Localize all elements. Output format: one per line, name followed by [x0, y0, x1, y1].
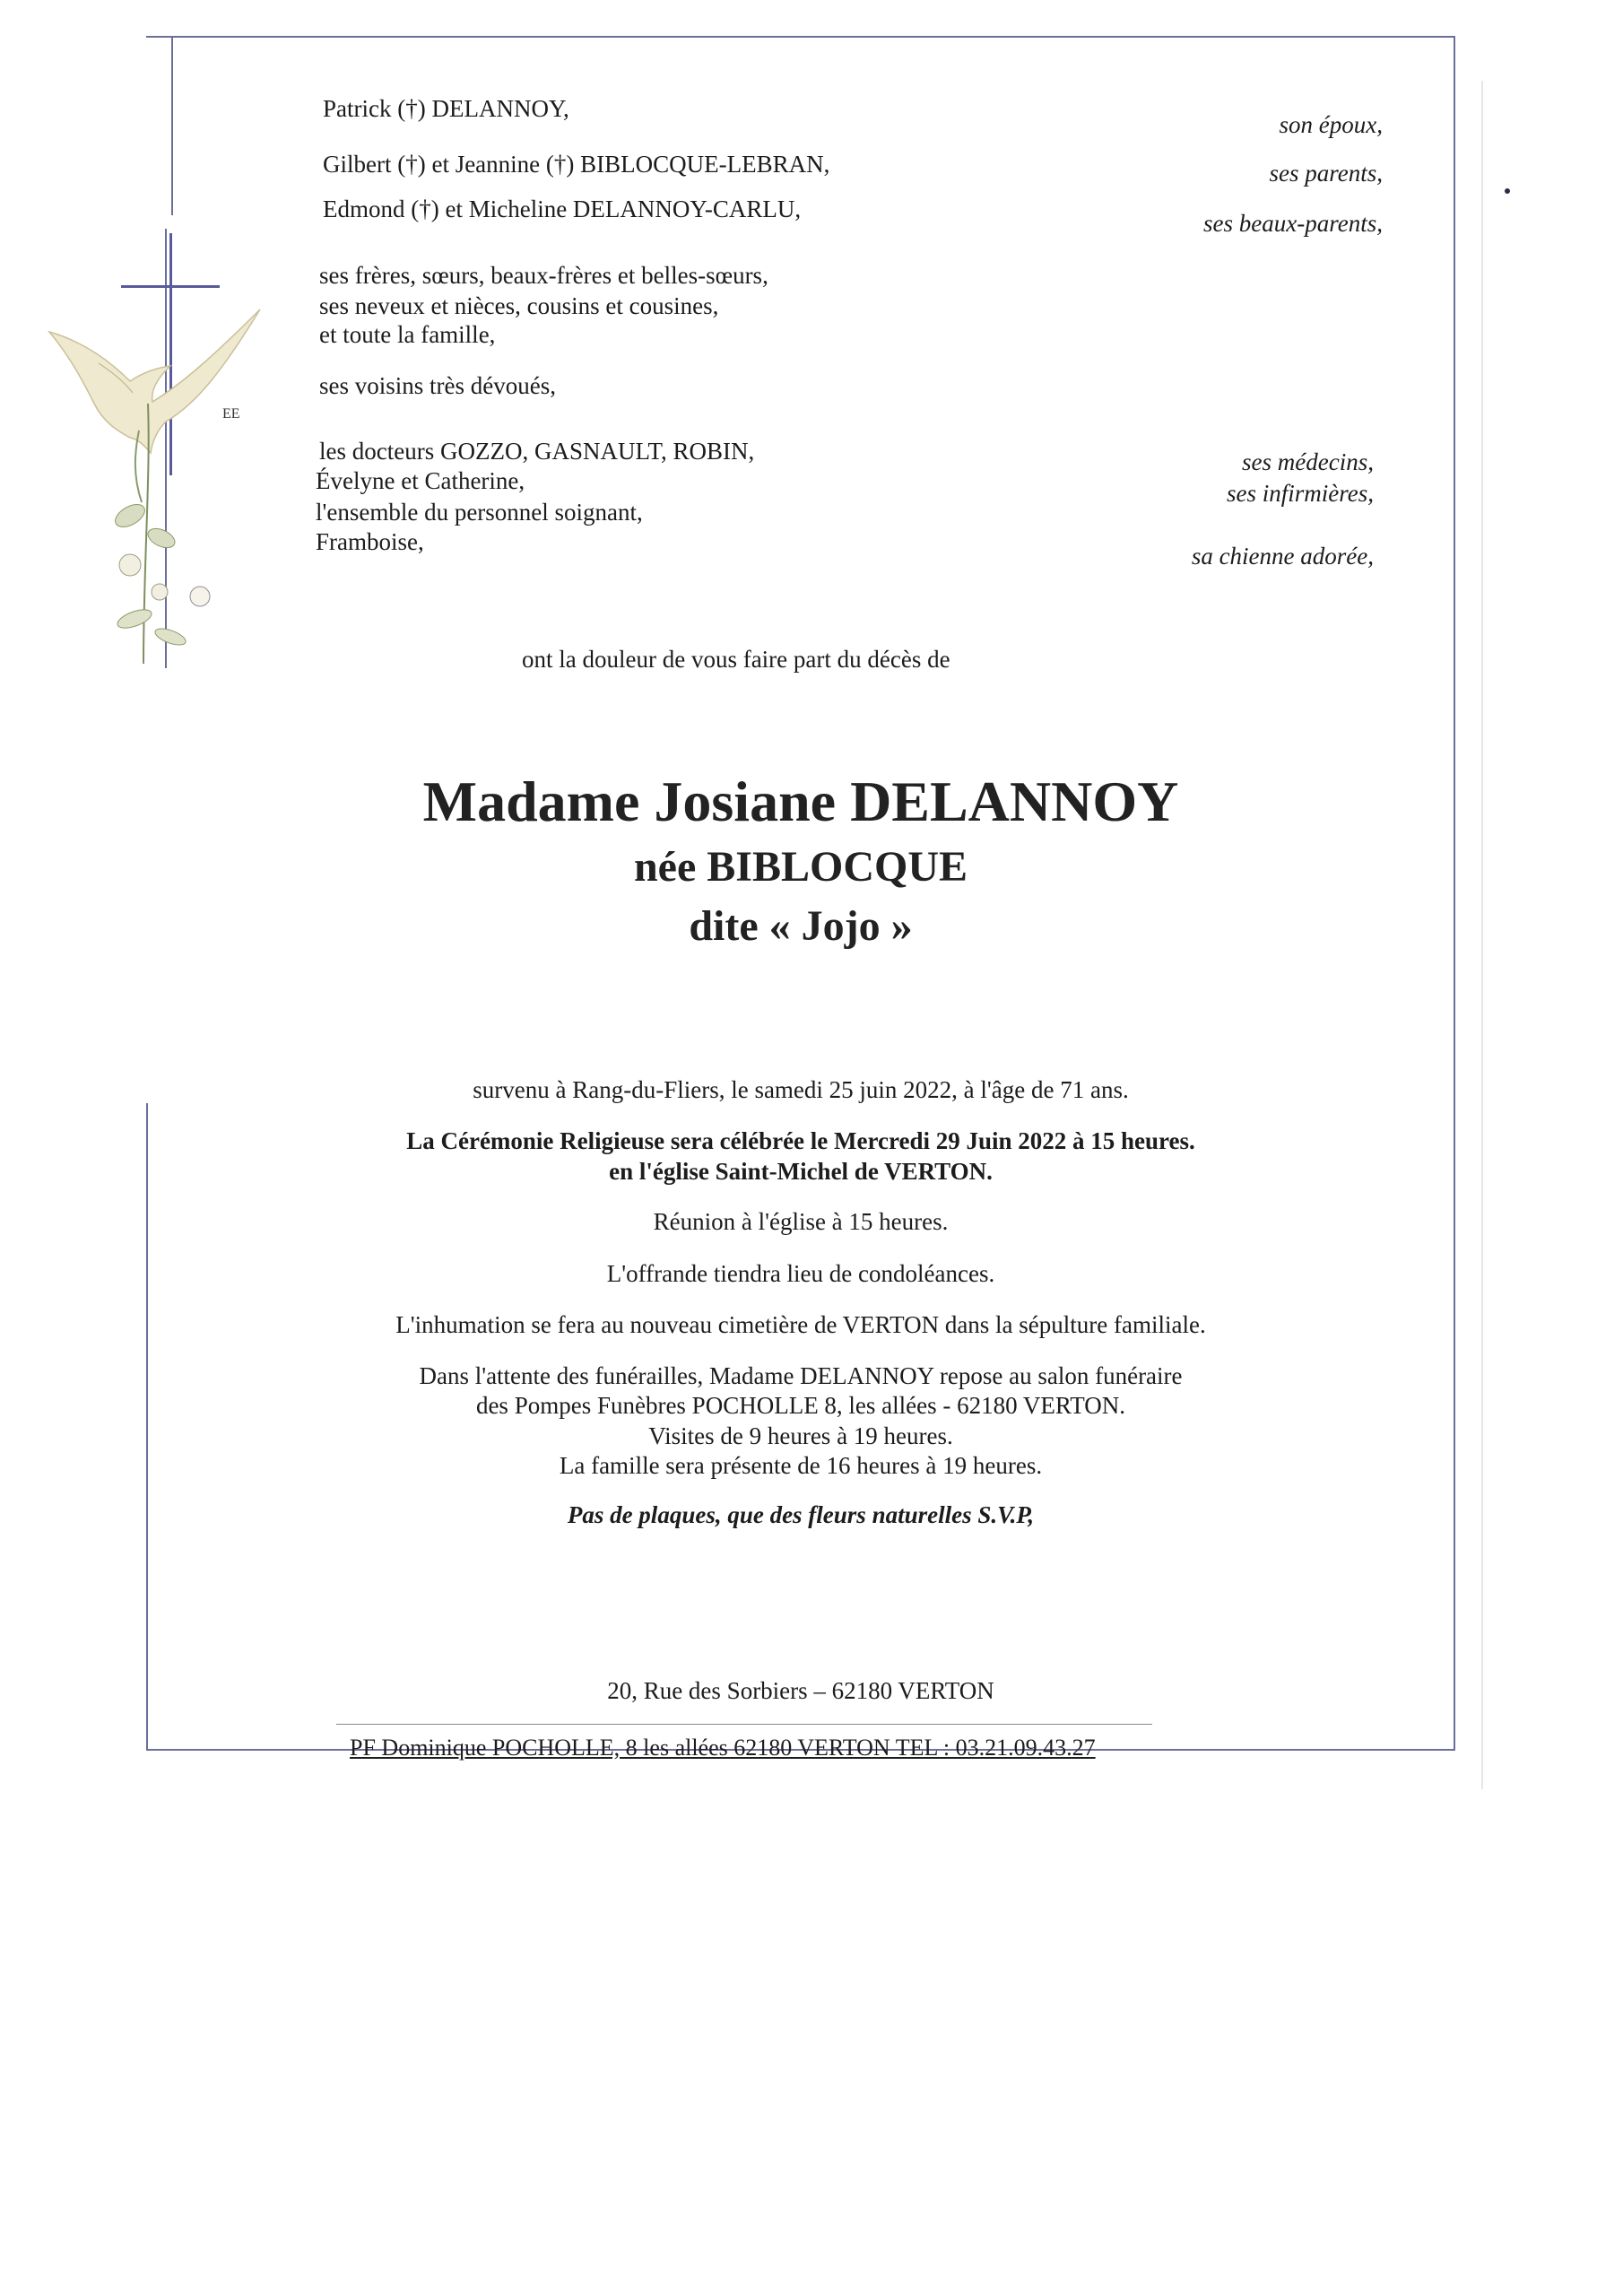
family-address: 20, Rue des Sorbiers – 62180 VERTON: [607, 1677, 994, 1704]
funeral-home-footer: PF Dominique POCHOLLE, 8 les allées 62180 VERTON TEL : 03.21.09.43.27: [350, 1735, 1096, 1761]
relation-doctors: ses médecins,: [1242, 448, 1374, 475]
relation-parents: ses parents,: [1269, 160, 1383, 187]
family-all: et toute la famille,: [319, 321, 496, 348]
family-dog: Framboise,: [316, 528, 424, 555]
family-neighbours: ses voisins très dévoués,: [319, 372, 556, 399]
scan-edge: [1481, 81, 1483, 1789]
announcement-text: ont la douleur de vous faire part du décès de: [522, 646, 950, 673]
deceased-nickname: dite « Jojo »: [689, 902, 913, 950]
cross-icon-horizontal: [121, 285, 220, 288]
visiting-hours: Visites de 9 heures à 19 heures.: [648, 1422, 953, 1449]
relation-dog: sa chienne adorée,: [1191, 543, 1374, 570]
footer-rule: [336, 1724, 1152, 1725]
scan-dot: [1505, 188, 1510, 194]
dove-lily-cross-icon: [45, 296, 278, 673]
relation-in-laws: ses beaux-parents,: [1203, 210, 1383, 237]
frame-left-top: [171, 36, 173, 215]
family-siblings: ses frères, sœurs, beaux-frères et belles-sœurs,: [319, 262, 768, 289]
flowers-note: Pas de plaques, que des fleurs naturelles S.V.P,: [567, 1501, 1035, 1528]
deceased-name: Madame Josiane DELANNOY: [422, 770, 1179, 833]
relation-spouse: son époux,: [1279, 111, 1383, 138]
church-meeting: Réunion à l'église à 15 heures.: [653, 1208, 949, 1235]
family-nurses: Évelyne et Catherine,: [316, 467, 525, 494]
rest-details-line2: des Pompes Funèbres POCHOLLE 8, les allées - 62180 VERTON.: [475, 1392, 1126, 1419]
family-doctors: les docteurs GOZZO, GASNAULT, ROBIN,: [319, 438, 755, 465]
family-parents: Gilbert (†) et Jeannine (†) BIBLOCQUE-LEBRAN,: [323, 151, 830, 178]
family-in-laws: Edmond (†) et Micheline DELANNOY-CARLU,: [323, 196, 802, 222]
family-presence: La famille sera présente de 16 heures à 19 heures.: [559, 1452, 1043, 1479]
offering-note: L'offrande tiendra lieu de condoléances.: [606, 1260, 995, 1287]
deceased-maiden-name: née BIBLOCQUE: [633, 843, 968, 891]
ceremony-place: en l'église Saint-Michel de VERTON.: [609, 1158, 993, 1185]
death-details: survenu à Rang-du-Fliers, le samedi 25 juin 2022, à l'âge de 71 ans.: [473, 1076, 1129, 1103]
ornament-mark: EE: [222, 406, 240, 422]
ceremony-date: La Cérémonie Religieuse sera célébrée le Mercredi 29 Juin 2022 à 15 heures.: [406, 1127, 1195, 1154]
family-spouse: Patrick (†) DELANNOY,: [323, 95, 569, 122]
family-staff: l'ensemble du personnel soignant,: [316, 499, 643, 526]
family-nephews: ses neveux et nièces, cousins et cousines,: [319, 292, 719, 319]
relation-nurses: ses infirmières,: [1227, 480, 1374, 507]
rest-details-line1: Dans l'attente des funérailles, Madame DELANNOY repose au salon funéraire: [419, 1362, 1183, 1389]
burial-details: L'inhumation se fera au nouveau cimetière de VERTON dans la sépulture familiale.: [395, 1311, 1206, 1338]
